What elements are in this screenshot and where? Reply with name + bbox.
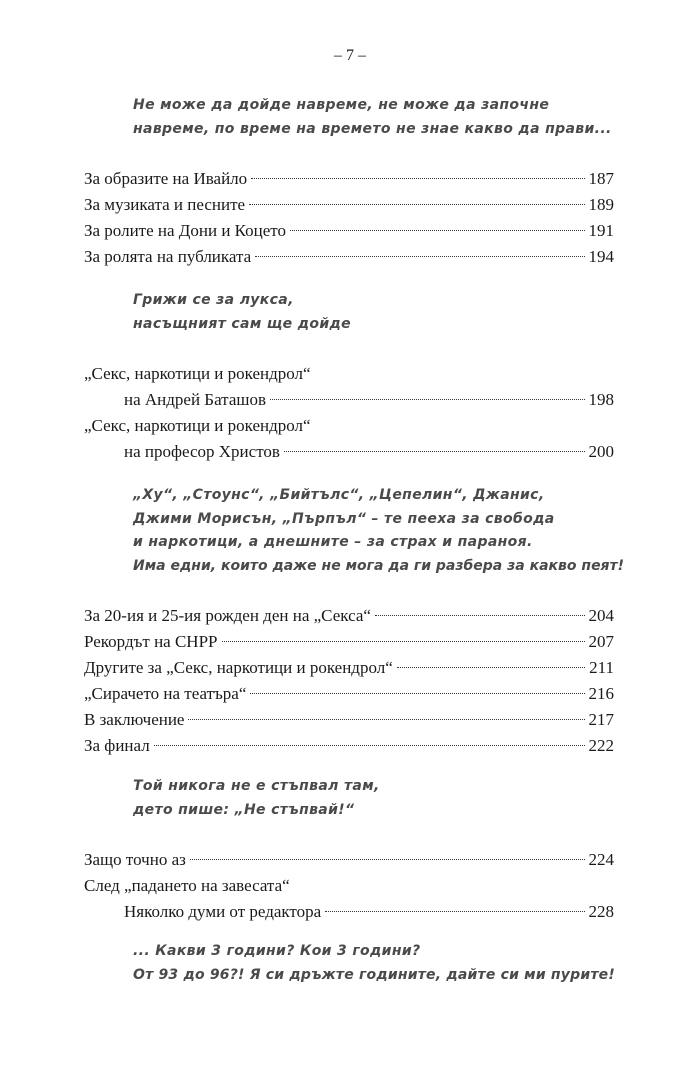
toc-section-5 bbox=[0, 940, 700, 1012]
epigraph-line: навреме, по време на времето не знае какво да прави... bbox=[133, 120, 612, 137]
dot-leader bbox=[190, 859, 585, 860]
toc-entry-subtitle: на професор Христов bbox=[124, 442, 280, 461]
toc-entry-title: За 20-ия и 25-ия рожден ден на „Секса“ bbox=[84, 606, 371, 625]
dot-leader bbox=[222, 641, 585, 642]
toc-entry-page: 194 bbox=[588, 247, 614, 266]
toc-entry bbox=[84, 681, 614, 707]
dot-leader bbox=[290, 230, 584, 231]
toc-entry-title: За ролите на Дони и Коцето bbox=[84, 221, 287, 240]
dot-leader bbox=[284, 451, 585, 452]
toc-entry-title: „Секс, наркотици и рокендрол“ bbox=[84, 416, 311, 435]
toc-entry-title: В заключение bbox=[84, 710, 185, 729]
toc-section-1 bbox=[0, 94, 700, 270]
epigraph-line: Той никога не е стъпвал там, bbox=[133, 778, 380, 794]
toc-entry-page: 217 bbox=[588, 710, 614, 729]
toc-entry bbox=[84, 218, 614, 244]
toc-entry bbox=[84, 847, 614, 873]
epigraph-line: дето пише: „Не стъпвай!“ bbox=[133, 801, 355, 818]
toc-entry-page: 189 bbox=[588, 195, 614, 214]
section-epigraph bbox=[133, 484, 700, 578]
toc-entry-title: Рекордът на СНРР bbox=[84, 632, 218, 651]
dot-leader bbox=[154, 745, 585, 746]
toc-entry-page: 216 bbox=[588, 684, 614, 703]
page-number: – 7 – bbox=[334, 47, 366, 64]
toc-entry-page: 191 bbox=[588, 221, 614, 240]
dot-leader bbox=[255, 256, 584, 257]
dot-leader bbox=[249, 204, 584, 205]
toc-entry-page: 228 bbox=[588, 902, 614, 921]
toc-entry-page: 200 bbox=[588, 442, 614, 461]
toc-entry-page: 204 bbox=[588, 606, 614, 625]
dot-leader bbox=[250, 693, 584, 694]
toc-entry-subtitle: на Андрей Баташов bbox=[124, 390, 266, 409]
toc-entry-subtitle: Няколко думи от редактора bbox=[124, 902, 322, 921]
toc-entry-title: След „падането на завесата“ bbox=[84, 876, 290, 895]
epigraph-line: Грижи се за лукса, bbox=[133, 292, 294, 308]
toc-entry-page: 222 bbox=[588, 736, 614, 755]
toc-entry-title: „Сирачето на театъра“ bbox=[84, 684, 247, 703]
toc-entry-page: 207 bbox=[588, 632, 614, 651]
epigraph-line: От 93 до 96?! Я си дръжте годините, дайте си ми пурите! bbox=[133, 966, 615, 983]
toc-section-3 bbox=[0, 484, 700, 759]
section-epigraph bbox=[133, 775, 700, 822]
toc-entry bbox=[84, 413, 614, 465]
toc-entry bbox=[84, 629, 614, 655]
dot-leader bbox=[325, 911, 584, 912]
section-epigraph bbox=[133, 94, 700, 141]
toc-entry-title: „Секс, наркотици и рокендрол“ bbox=[84, 364, 311, 383]
toc-section-2 bbox=[0, 289, 700, 465]
epigraph-line: ... Какви 3 години? Кои 3 години? bbox=[133, 943, 421, 959]
epigraph-line: Джими Морисън, „Пърпъл“ – те пееха за свобода bbox=[133, 510, 555, 527]
toc-entry bbox=[84, 166, 614, 192]
toc-entry-page: 224 bbox=[588, 850, 614, 869]
toc-entry bbox=[84, 873, 614, 925]
toc-entry-title: За финал bbox=[84, 736, 150, 755]
toc-entry-title: За ролята на публиката bbox=[84, 247, 252, 266]
toc-entry bbox=[84, 603, 614, 629]
toc-entry bbox=[84, 244, 614, 270]
toc-entry bbox=[84, 361, 614, 413]
toc-entry-page: 198 bbox=[588, 390, 614, 409]
toc-entry bbox=[84, 707, 614, 733]
dot-leader bbox=[375, 615, 585, 616]
toc-entry bbox=[84, 733, 614, 759]
toc-entry bbox=[84, 192, 614, 218]
dot-leader bbox=[251, 178, 584, 179]
toc-entry-page: 187 bbox=[588, 169, 614, 188]
section-epigraph bbox=[133, 940, 700, 987]
epigraph-line: Не може да дойде навреме, не може да започне bbox=[133, 97, 550, 113]
toc-entry-title: Другите за „Секс, наркотици и рокендрол“ bbox=[84, 658, 393, 677]
toc-entry-title: За образите на Ивайло bbox=[84, 169, 248, 188]
epigraph-line: насъщният сам ще дойде bbox=[133, 315, 352, 332]
toc-entry-title: За музиката и песните bbox=[84, 195, 246, 214]
toc-entry bbox=[84, 655, 614, 681]
toc-section-4 bbox=[0, 775, 700, 925]
section-epigraph bbox=[133, 289, 700, 336]
epigraph-line: „Ху“, „Стоунс“, „Бийтълс“, „Цепелин“, Джанис, bbox=[133, 487, 545, 503]
toc-entry-title: Защо точно аз bbox=[84, 850, 186, 869]
epigraph-line: Има едни, които даже не мога да ги разбера за какво пеят! bbox=[133, 557, 625, 574]
dot-leader bbox=[397, 667, 585, 668]
dot-leader bbox=[270, 399, 585, 400]
dot-leader bbox=[188, 719, 584, 720]
epigraph-line: и наркотици, а днешните – за страх и параноя. bbox=[133, 534, 533, 550]
toc-entry-page: 211 bbox=[589, 658, 614, 677]
